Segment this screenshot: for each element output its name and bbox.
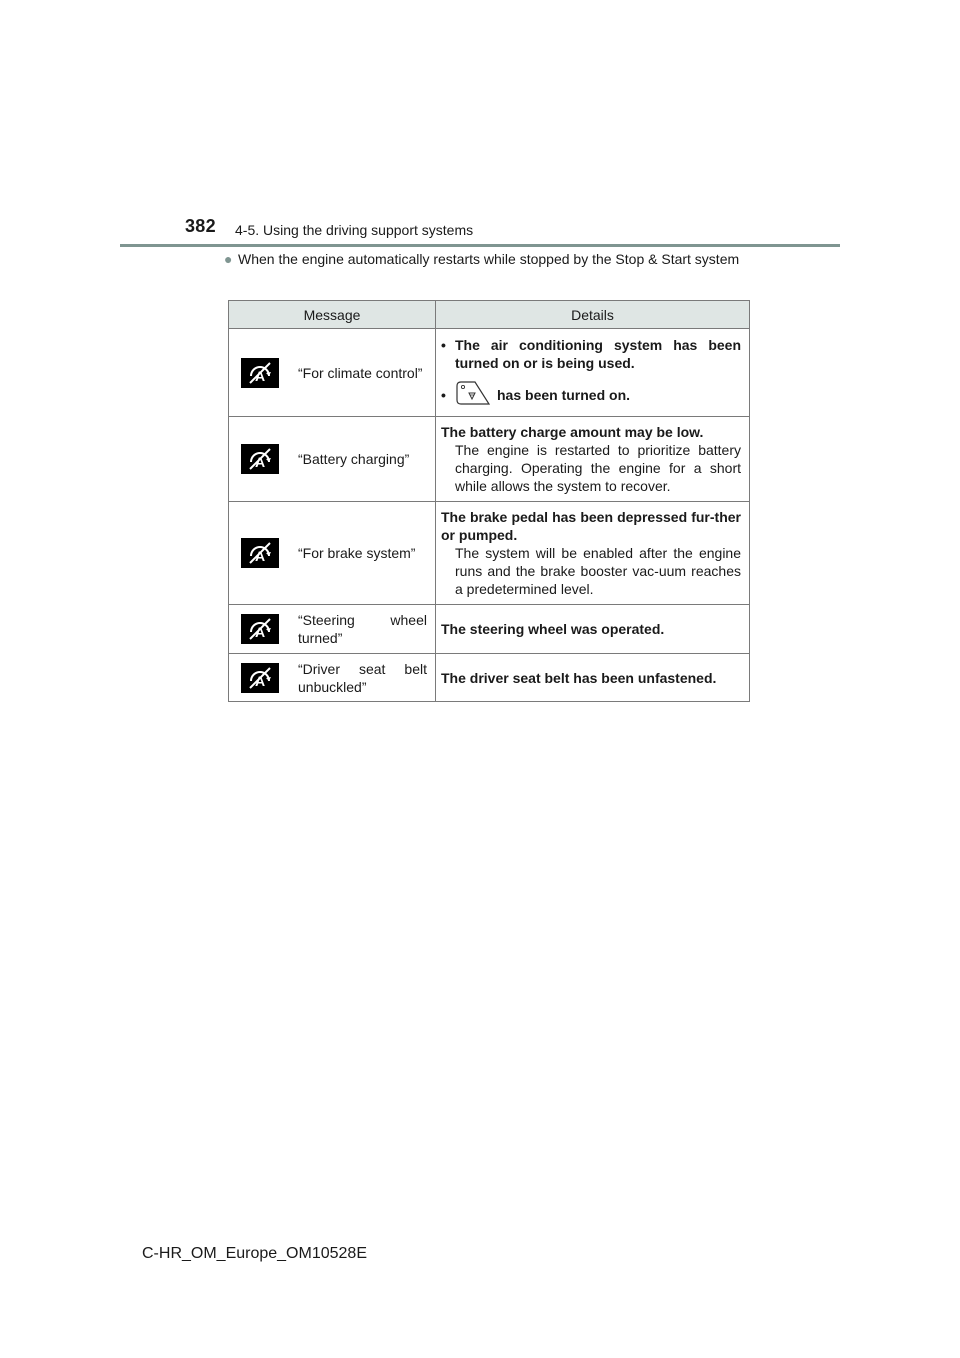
details-heading: The driver seat belt has been unfastened. [441, 669, 717, 686]
details-cell [436, 417, 750, 502]
table-row [229, 654, 750, 702]
details-bullet-text: has been turned on. [497, 386, 631, 403]
details-cell [436, 654, 750, 702]
table-row [229, 502, 750, 605]
message-cell [229, 605, 436, 654]
details-bullet: • The air conditioning system has been turned on or is being used. [441, 336, 741, 371]
bullet-icon: ● [224, 251, 233, 267]
details-heading: The battery charge amount may be low. [441, 424, 704, 440]
details-cell [436, 329, 750, 417]
air-conditioning-button-icon [455, 380, 491, 410]
intro-paragraph [224, 251, 750, 268]
table-header-row [229, 301, 750, 329]
message-text: “For climate control” [298, 364, 423, 381]
message-cell [229, 329, 436, 417]
stop-start-off-indicator-icon [241, 614, 279, 644]
message-text: “Steering wheel turned” [298, 612, 427, 646]
header-rule [120, 244, 840, 247]
svg-text:A: A [254, 672, 266, 689]
message-text: “Driver seat belt unbuckled” [298, 660, 427, 695]
footer-doc-id: C-HR_OM_Europe_OM10528E [142, 1245, 367, 1262]
section-title: 4-5. Using the driving support systems [235, 222, 474, 238]
message-cell [229, 654, 436, 702]
header-message: Message [229, 301, 436, 329]
svg-text:A: A [254, 624, 266, 640]
details-body: The system will be enabled after the engine runs and the brake booster vac-uum reaches a predetermined level. [455, 545, 741, 597]
stop-start-off-indicator-icon [241, 444, 279, 474]
stop-start-off-indicator-icon [241, 663, 279, 693]
details-bullet-text: The air conditioning system has been turned on or is being used. [455, 336, 741, 371]
stop-start-off-indicator-icon [241, 358, 279, 388]
stop-start-off-indicator-icon [241, 538, 279, 568]
message-text: “Battery charging” [298, 451, 410, 467]
details-cell [436, 605, 750, 654]
table-row [229, 329, 750, 417]
message-table [228, 300, 750, 702]
svg-text:A: A [254, 548, 266, 564]
message-cell [229, 502, 436, 605]
intro-text: When the engine automatically restarts while stopped by the Stop & Start system [238, 251, 740, 267]
details-heading: The brake pedal has been depressed fur-ther or pumped. [441, 509, 741, 543]
details-body: The engine is restarted to prioritize battery charging. Operating the engine for a short while allows the system to recover. [455, 442, 741, 494]
details-cell [436, 502, 750, 605]
table-row [229, 417, 750, 502]
details-heading: The steering wheel was operated. [441, 621, 665, 637]
details-bullet: • has been turned on. [441, 380, 741, 410]
message-cell [229, 417, 436, 502]
table-row [229, 605, 750, 654]
header-details: Details [436, 301, 750, 329]
message-text: “For brake system” [298, 545, 416, 561]
svg-text:A: A [254, 454, 266, 470]
page-number: 382 [185, 216, 216, 236]
svg-text:A: A [254, 367, 266, 384]
